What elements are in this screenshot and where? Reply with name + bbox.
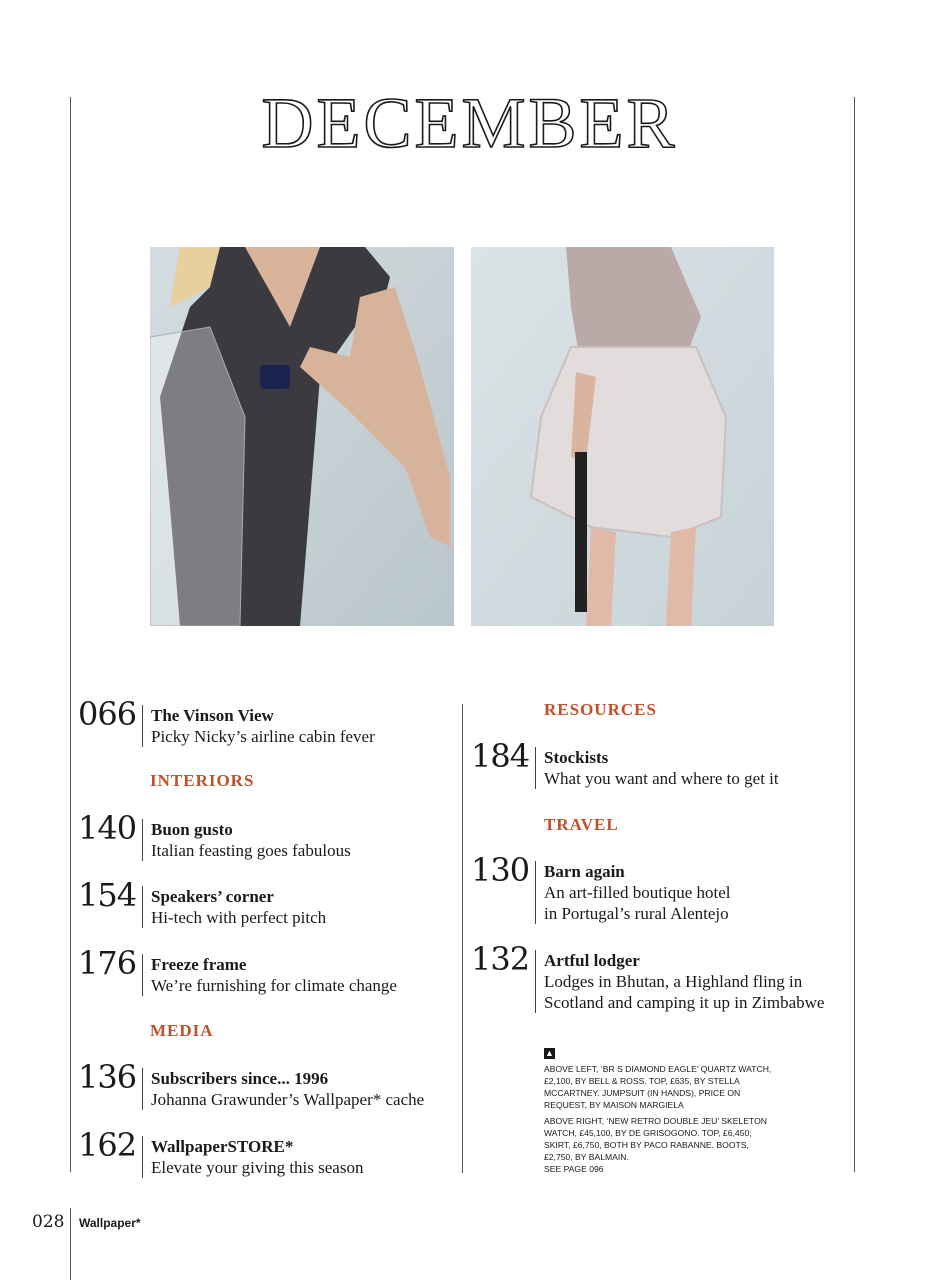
entry-title: Freeze frame bbox=[151, 955, 247, 974]
entry-subtitle: Johanna Grawunder’s Wallpaper* cache bbox=[151, 1090, 425, 1109]
entry-subtitle-line1: An art-filled boutique hotel bbox=[544, 883, 731, 902]
section-heading-resources: RESOURCES bbox=[544, 700, 657, 719]
entry-title: Artful lodger bbox=[544, 951, 640, 970]
section-heading-travel: TRAVEL bbox=[544, 815, 619, 834]
page-title: DECEMBER bbox=[261, 83, 678, 163]
up-arrow-icon: ▲ bbox=[545, 1048, 554, 1058]
entry-title: The Vinson View bbox=[151, 706, 274, 725]
page-number: 184 bbox=[471, 737, 530, 775]
entry-subtitle-line2: Scotland and camping it up in Zimbabwe bbox=[544, 993, 825, 1012]
entry-title: Stockists bbox=[544, 748, 609, 767]
entry-title: WallpaperSTORE* bbox=[151, 1137, 294, 1156]
entry-title: Speakers’ corner bbox=[151, 887, 274, 906]
column-divider-rule bbox=[462, 704, 463, 1173]
entry-subtitle: Picky Nicky’s airline cabin fever bbox=[151, 727, 375, 746]
caption-right bbox=[544, 1115, 774, 1175]
caption-see-page: SEE PAGE 096 bbox=[544, 1164, 604, 1174]
entry-subtitle: Hi-tech with perfect pitch bbox=[151, 908, 327, 927]
page-number: 136 bbox=[78, 1058, 137, 1096]
brand-logo: Wallpaper* bbox=[79, 1216, 141, 1230]
entry-subtitle: What you want and where to get it bbox=[544, 769, 779, 788]
entry-subtitle-line2: in Portugal’s rural Alentejo bbox=[544, 904, 729, 923]
page-number: 176 bbox=[78, 944, 137, 982]
page-number: 130 bbox=[471, 851, 530, 889]
folio-rule bbox=[70, 1208, 71, 1280]
entry-subtitle: We’re furnishing for climate change bbox=[151, 976, 397, 995]
caption-left: ABOVE LEFT, ‘BR S DIAMOND EAGLE’ QUARTZ WATCH, £2,100, BY BELL & ROSS. TOP, £635, BY STELLA MCCARTNEY. JUMPSUIT (IN HANDS), PRICE ON REQUEST, BY MAISON MARGIELA bbox=[544, 1064, 772, 1110]
entry-title: Buon gusto bbox=[151, 820, 233, 839]
entry-subtitle-line1: Lodges in Bhutan, a Highland fling in bbox=[544, 972, 803, 991]
entry-title: Subscribers since... 1996 bbox=[151, 1069, 329, 1088]
photo-caption bbox=[544, 1047, 774, 1179]
photo-left-model bbox=[150, 247, 454, 626]
section-heading-media: MEDIA bbox=[150, 1021, 214, 1040]
section-heading-interiors: INTERIORS bbox=[150, 771, 255, 790]
entry-subtitle: Italian feasting goes fabulous bbox=[151, 841, 351, 860]
entry-subtitle: Elevate your giving this season bbox=[151, 1158, 364, 1177]
page-number: 140 bbox=[78, 809, 137, 847]
page-number: 132 bbox=[471, 940, 530, 978]
page-number: 154 bbox=[78, 876, 137, 914]
page-number: 066 bbox=[78, 695, 137, 733]
entry-title: Barn again bbox=[544, 862, 625, 881]
caption-right-text: ABOVE RIGHT, ‘NEW RETRO DOUBLE JEU’ SKELETON WATCH, £45,100, BY DE GRISOGONO. TOP, £6,450; SKIRT, £6,750, BOTH BY PACO RABANNE. BOOTS, £2,750, BY BALMAIN. bbox=[544, 1116, 768, 1162]
page-number: 162 bbox=[78, 1126, 137, 1164]
right-frame-rule bbox=[854, 97, 855, 1172]
folio-page-number: 028 bbox=[32, 1212, 65, 1232]
left-frame-rule bbox=[70, 97, 71, 1172]
photo-right-model bbox=[471, 247, 774, 626]
